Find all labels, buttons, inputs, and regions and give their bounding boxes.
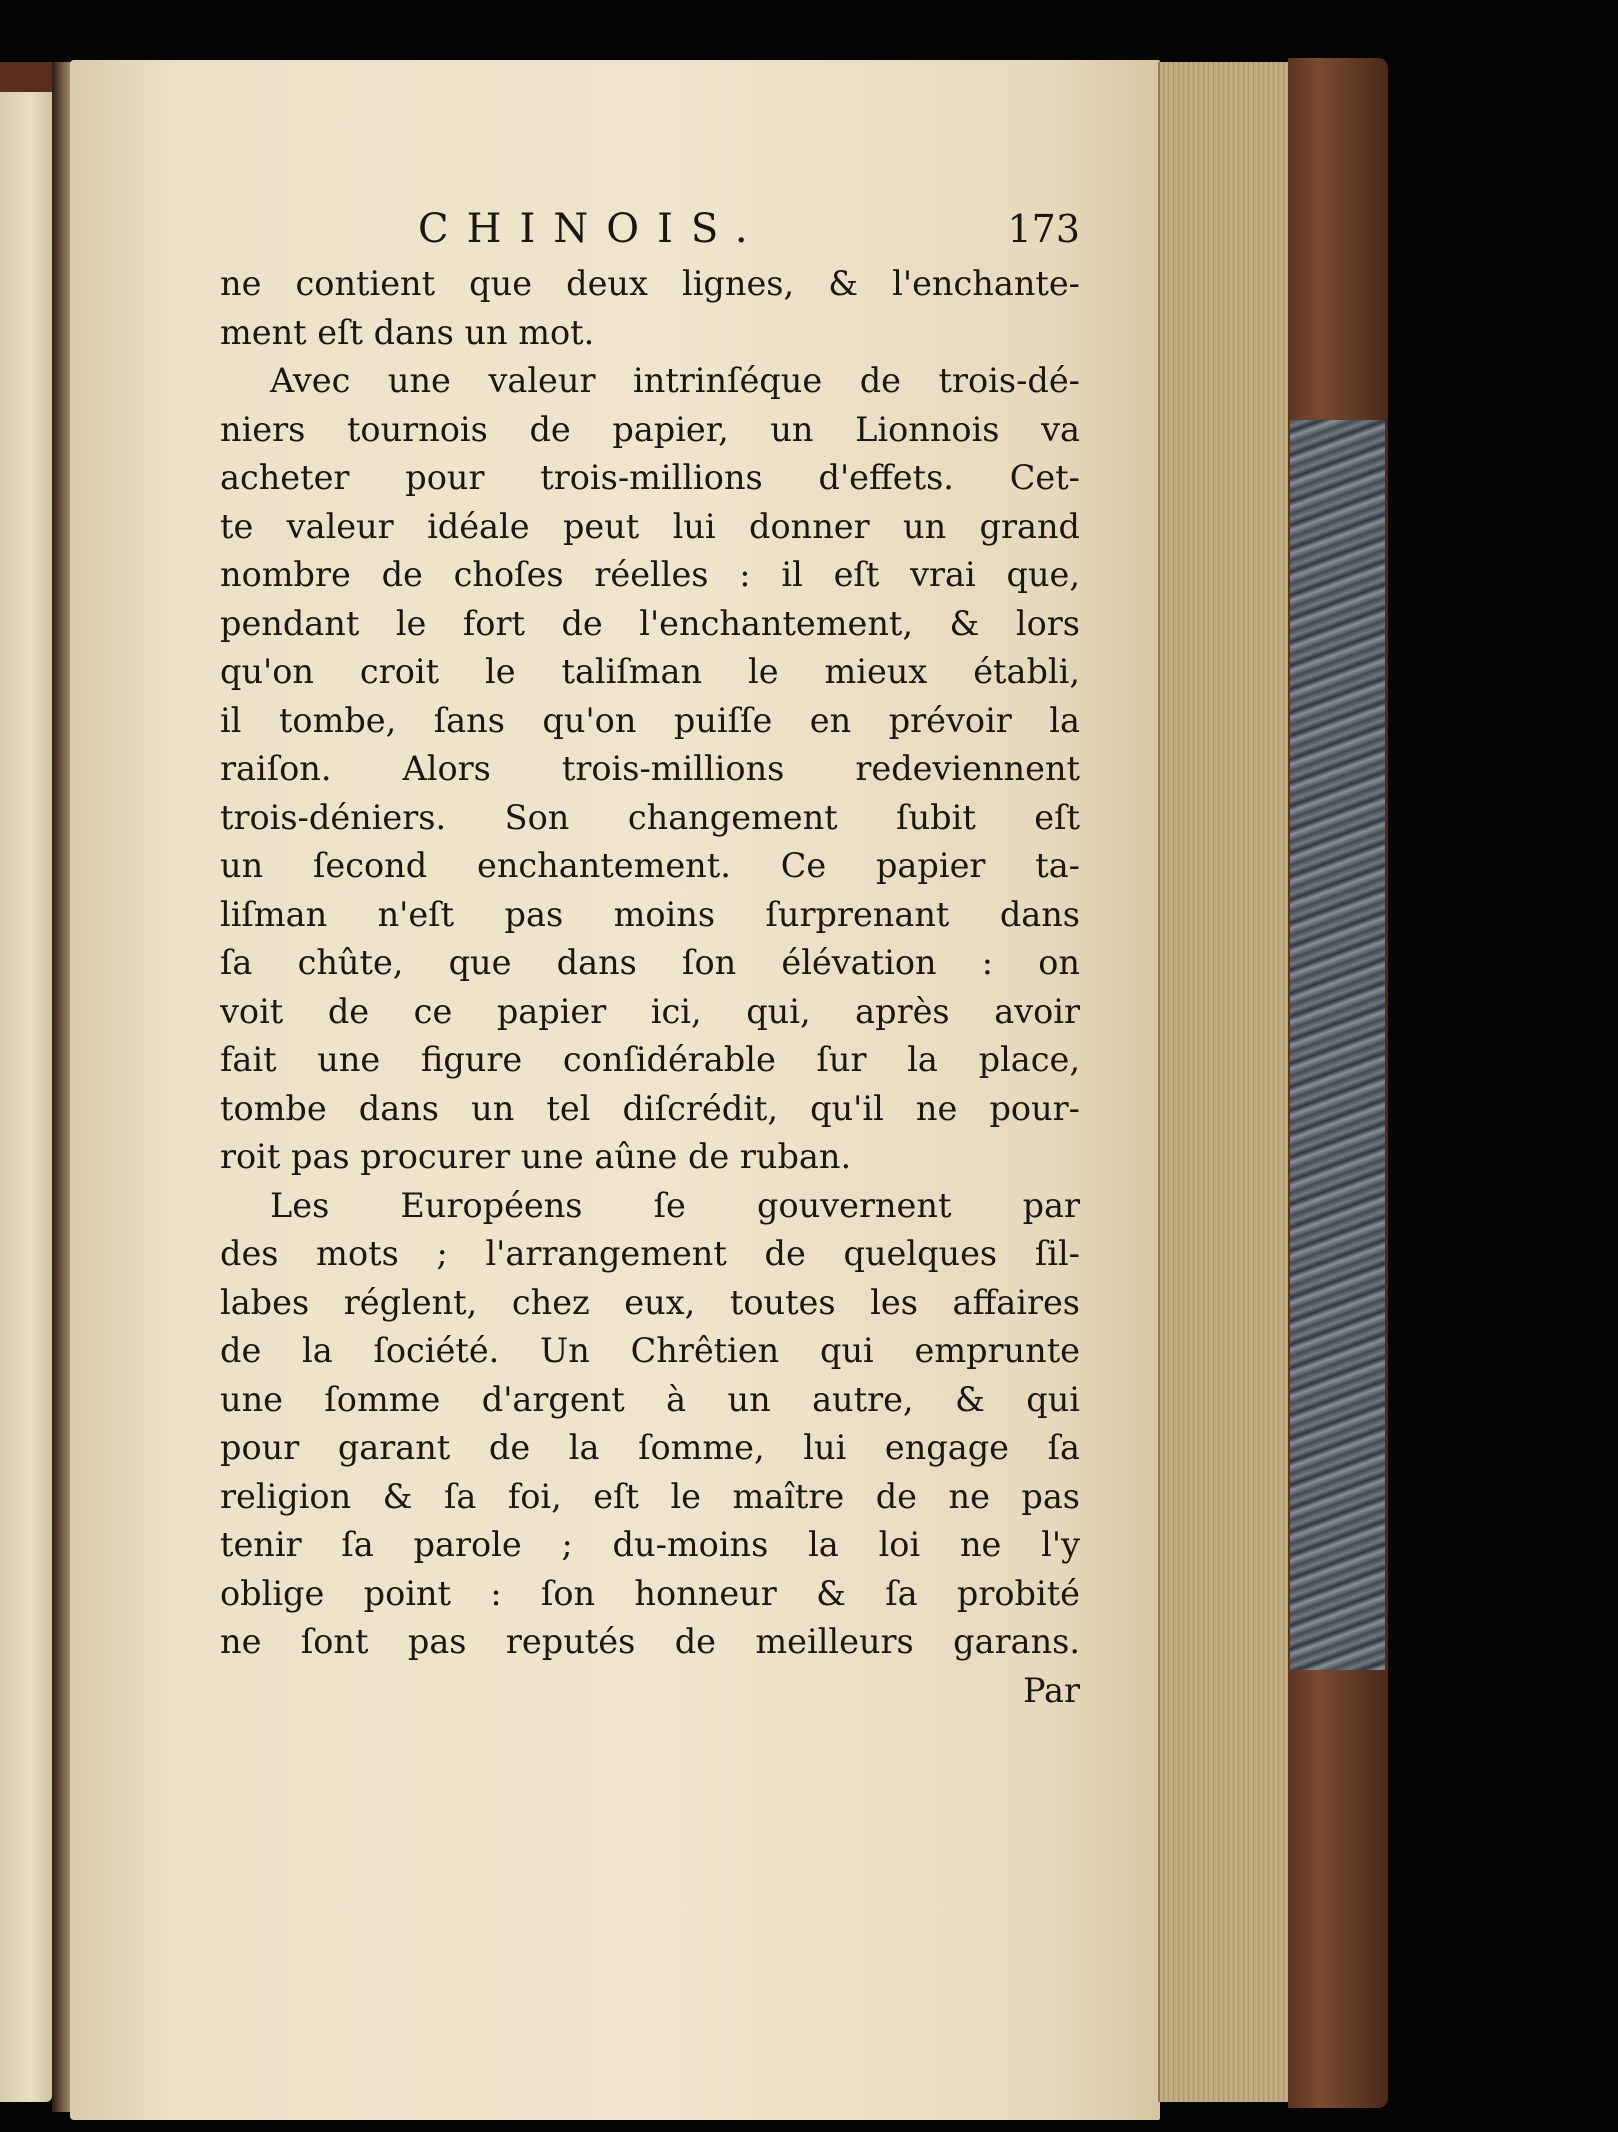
- paragraph-3: [220, 1182, 1080, 1667]
- marbled-board: [1290, 420, 1385, 1670]
- running-title: CHINOIS.: [418, 206, 766, 252]
- text-line: une ſomme d'argent à un autre, & qui: [220, 1379, 1080, 1419]
- page-number: 173: [1007, 207, 1080, 251]
- text-line: trois-déniers. Son changement ſubit eſt: [220, 797, 1080, 837]
- running-head: [220, 198, 1080, 260]
- text-line: roit pas procurer une aûne de ruban.: [220, 1137, 852, 1176]
- text-line: ne ſont pas reputés de meilleurs garans.: [220, 1622, 1080, 1661]
- text-line: fait une figure conſidérable ſur la place,: [220, 1040, 1080, 1079]
- text-line: nombre de choſes réelles : il eſt vrai que,: [220, 555, 1080, 594]
- text-line: oblige point : ſon honneur & ſa probité: [220, 1573, 1080, 1613]
- text-line: liſman n'eſt pas moins ſurprenant dans: [220, 894, 1080, 934]
- text-line: qu'on croit le taliſman le mieux établi,: [220, 652, 1080, 691]
- text-line: te valeur idéale peut lui donner un grand: [220, 506, 1080, 546]
- cover-board-fragment: [0, 62, 60, 92]
- text-line: ſa chûte, que dans ſon élévation : on: [220, 943, 1080, 982]
- text-line: tombe dans un tel diſcrédit, qu'il ne pour-: [220, 1088, 1080, 1128]
- text-line: ne contient que deux lignes, & l'enchante-: [220, 264, 1080, 303]
- text-line: pour garant de la ſomme, lui engage ſa: [220, 1428, 1080, 1467]
- text-line: voit de ce papier ici, qui, après avoir: [220, 991, 1080, 1031]
- text-line: de la ſociété. Un Chrêtien qui emprunte: [220, 1331, 1080, 1370]
- text-line: religion & ſa foi, eſt le maître de ne pas: [220, 1476, 1080, 1516]
- text-line: tenir ſa parole ; du-moins la loi ne l'y: [220, 1525, 1080, 1564]
- paragraph-2: [220, 357, 1080, 1182]
- text-line: des mots ; l'arrangement de quelques ſil-: [220, 1234, 1080, 1273]
- text-line: raiſon. Alors trois-millions redeviennent: [220, 749, 1080, 788]
- text-line: acheter pour trois-millions d'effets. Cet-: [220, 458, 1080, 497]
- previous-page-edge: [0, 62, 52, 2102]
- text-line: labes réglent, chez eux, toutes les affaires: [220, 1282, 1080, 1322]
- catchword: Par: [1022, 1670, 1080, 1710]
- paragraph-1: [220, 260, 1080, 357]
- text-line: pendant le fort de l'enchantement, & lors: [220, 603, 1080, 643]
- page-text: [220, 198, 1080, 1715]
- page-edges: [1158, 62, 1290, 2102]
- text-line: un ſecond enchantement. Ce papier ta-: [220, 846, 1080, 885]
- text-line: Les Européens ſe gouvernent par: [270, 1185, 1080, 1225]
- text-line: niers tournois de papier, un Lionnois va: [220, 409, 1080, 449]
- text-line: il tombe, ſans qu'on puiſſe en prévoir la: [220, 700, 1080, 740]
- text-line: ment eſt dans un mot.: [220, 312, 595, 352]
- text-line: Avec une valeur intrinſéque de trois-dé-: [270, 361, 1080, 400]
